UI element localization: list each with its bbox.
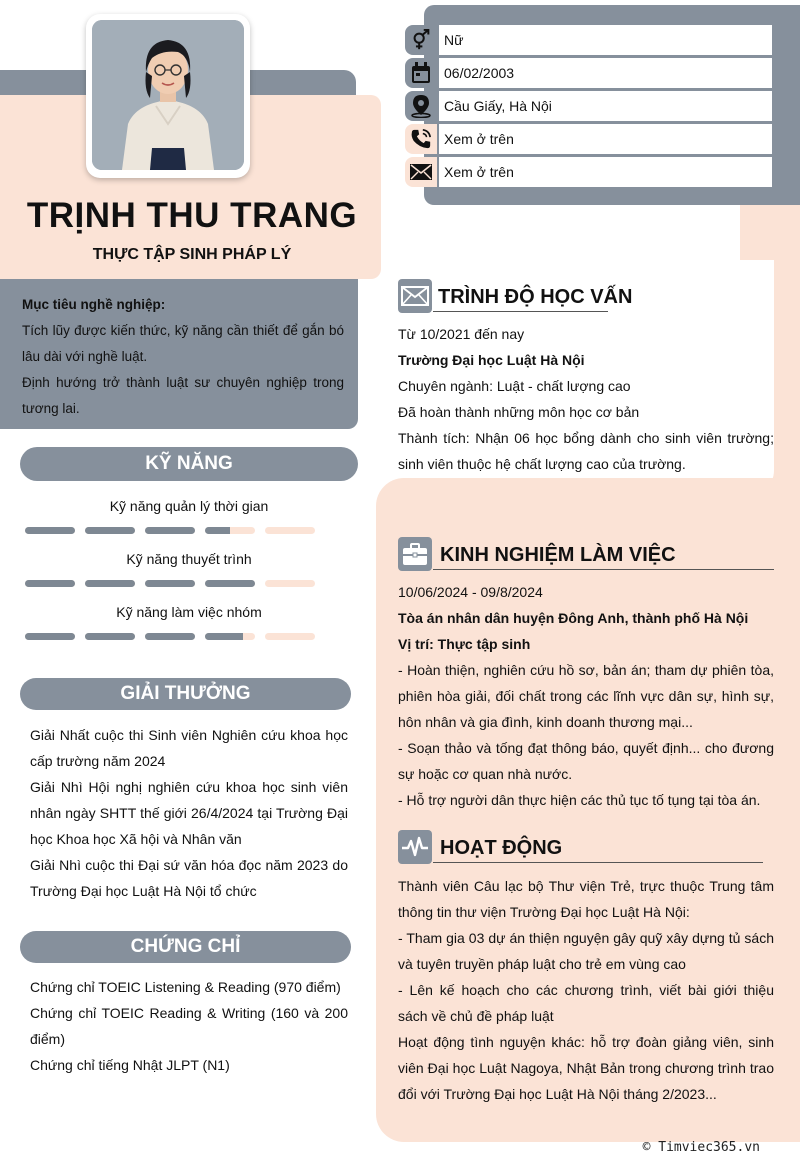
- experience-period: 10/06/2024 - 09/8/2024: [398, 584, 543, 600]
- skill-segment: [205, 527, 255, 534]
- skill-level-bar-3: [25, 633, 325, 641]
- activities-details: [398, 873, 774, 1107]
- location-pin-icon-glyph: [410, 94, 432, 118]
- award-item: Giải Nhất cuộc thi Sinh viên Nghiên cứu khoa học cấp trường năm 2024: [30, 727, 348, 769]
- experience-heading: KINH NGHIỆM LÀM VIỆC: [440, 544, 676, 566]
- award-item: Giải Nhì cuộc thi Đại sứ văn hóa đọc năm 2023 do Trường Đại học Luật Hà Nội tổ chức: [30, 857, 348, 899]
- address-value: Cầu Giấy, Hà Nội: [439, 91, 772, 121]
- certificates-list: [30, 974, 348, 1078]
- skill-name-1: Kỹ năng quản lý thời gian: [109, 498, 269, 514]
- skill-segment: [265, 527, 315, 534]
- skill-segment: [85, 580, 135, 587]
- birthday-value: 06/02/2003: [439, 58, 772, 88]
- education-major: Chuyên ngành: Luật - chất lượng cao: [398, 378, 631, 394]
- candidate-name: TRỊNH THU TRANG: [26, 196, 358, 235]
- skill-level-bar-1: [25, 527, 325, 535]
- activity-paragraph: Thành viên Câu lạc bộ Thư viện Trẻ, trực thuộc Trung tâm thông tin thư viện Trường Đại học Luật Hà Nội:: [398, 878, 774, 920]
- email-value: Xem ở trên: [439, 157, 772, 187]
- skill-segment: [85, 527, 135, 534]
- activity-paragraph: - Tham gia 03 dự án thiện nguyện gây quỹ xây dựng tủ sách và tuyên truyền pháp luật cho trẻ em vùng cao: [398, 930, 774, 972]
- skill-segment: [25, 527, 75, 534]
- certificate-item: Chứng chỉ TOEIC Reading & Writing (160 và 200 điểm): [30, 1005, 348, 1047]
- certificate-item: Chứng chỉ tiếng Nhật JLPT (N1): [30, 1057, 230, 1073]
- calendar-icon-glyph: [411, 62, 431, 84]
- briefcase-icon-glyph: [402, 542, 428, 566]
- contact-phone-row: [405, 124, 772, 154]
- phone-icon-glyph: [410, 128, 432, 150]
- activity-pulse-glyph: [401, 836, 429, 858]
- contact-gender-row: [405, 25, 772, 55]
- education-heading: TRÌNH ĐỘ HỌC VẤN: [438, 286, 633, 308]
- objective-line-2: Định hướng trở thành luật sư chuyên nghiệp trong tương lai.: [22, 375, 344, 416]
- experience-position: Vị trí: Thực tập sinh: [398, 636, 531, 652]
- certificate-item: Chứng chỉ TOEIC Listening & Reading (970 điểm): [30, 979, 341, 995]
- education-period: Từ 10/2021 đến nay: [398, 326, 525, 342]
- certificates-heading: CHỨNG CHỈ: [20, 931, 351, 963]
- experience-company: Tòa án nhân dân huyện Đông Anh, thành phố Hà Nội: [398, 610, 749, 626]
- education-heading-underline: [433, 311, 608, 312]
- skill-segment: [205, 580, 255, 587]
- skill-segment: [205, 633, 255, 640]
- envelope-icon: [398, 279, 432, 313]
- experience-duty: - Hỗ trợ người dân thực hiện các thủ tục tố tụng tại tòa án.: [398, 792, 761, 808]
- skill-segment: [145, 580, 195, 587]
- experience-duty: - Soạn thảo và tống đạt thông báo, quyết định... cho đương sự hoặc cơ quan nhà nước.: [398, 740, 774, 782]
- contact-email-row: [405, 157, 772, 187]
- contact-address-row: [405, 91, 772, 121]
- activity-paragraph: - Lên kế hoạch cho các chương trình, viết bài giới thiệu sách về chủ đề pháp luật: [398, 982, 774, 1024]
- calendar-icon: [405, 58, 437, 88]
- skill-name-2: Kỹ năng thuyết trình: [126, 551, 252, 567]
- avatar: [92, 20, 244, 170]
- skills-heading: KỸ NĂNG: [20, 447, 358, 481]
- objective-label: Mục tiêu nghề nghiệp:: [22, 297, 166, 312]
- activities-heading-underline: [433, 862, 763, 863]
- activity-pulse-icon: [398, 830, 432, 864]
- award-item: Giải Nhì Hội nghị nghiên cứu khoa học sinh viên nhân ngày SHTT thế giới 26/4/2024 tại Trường Đại học Khoa học Xã hội và Nhân văn: [30, 779, 348, 847]
- skill-segment: [25, 580, 75, 587]
- education-achievement: Thành tích: Nhận 06 học bổng dành cho sinh viên trường; sinh viên thuộc hệ chất lượng cao của trường.: [398, 430, 774, 472]
- envelope-icon: [405, 157, 437, 187]
- skill-segment: [265, 633, 315, 640]
- experience-details: [398, 579, 774, 813]
- skill-segment: [145, 633, 195, 640]
- experience-duty: - Hoàn thiện, nghiên cứu hồ sơ, bản án; tham dự phiên tòa, phiên hòa giải, đối chất trong các lĩnh vực dân sự, hình sự, hôn nhân và gia đình, kinh doanh thương mại...: [398, 662, 774, 730]
- gender-icon: [405, 25, 437, 55]
- skill-segment: [85, 633, 135, 640]
- awards-list: [30, 722, 348, 904]
- career-objective: [22, 292, 344, 422]
- location-pin-icon: [405, 91, 437, 121]
- skill-segment: [145, 527, 195, 534]
- gender-icon-glyph: [410, 29, 432, 51]
- candidate-role: THỰC TẬP SINH PHÁP LÝ: [92, 246, 292, 263]
- phone-icon: [405, 124, 437, 154]
- education-school: Trường Đại học Luật Hà Nội: [398, 352, 585, 368]
- education-envelope-glyph: [401, 286, 429, 306]
- experience-heading-underline: [433, 569, 774, 570]
- activity-paragraph: Hoạt động tình nguyện khác: hỗ trợ đoàn giảng viên, sinh viên Đại học Luật Nagoya, Nhật Bản trong chương trình trao đổi với Trường Đại học Luật Hà Nội tháng 2/2023...: [398, 1034, 774, 1102]
- envelope-icon-glyph: [410, 164, 432, 180]
- objective-line-1: Tích lũy được kiến thức, kỹ năng cần thiết để gắn bó lâu dài với nghề luật.: [22, 323, 344, 364]
- gender-value: Nữ: [439, 25, 772, 55]
- activities-heading: HOẠT ĐỘNG: [440, 837, 563, 859]
- skill-level-bar-2: [25, 580, 325, 588]
- skill-segment: [265, 580, 315, 587]
- skill-name-3: Kỹ năng làm việc nhóm: [116, 604, 262, 620]
- awards-heading: GIẢI THƯỞNG: [20, 678, 351, 710]
- phone-value: Xem ở trên: [439, 124, 772, 154]
- contact-birthday-row: [405, 58, 772, 88]
- watermark-credit: © Timviec365.vn: [642, 1140, 760, 1155]
- skill-segment: [25, 633, 75, 640]
- education-details: [398, 321, 774, 477]
- portrait-illustration: [92, 20, 244, 170]
- avatar-frame: [86, 14, 250, 178]
- briefcase-icon: [398, 537, 432, 571]
- education-courses: Đã hoàn thành những môn học cơ bản: [398, 404, 640, 420]
